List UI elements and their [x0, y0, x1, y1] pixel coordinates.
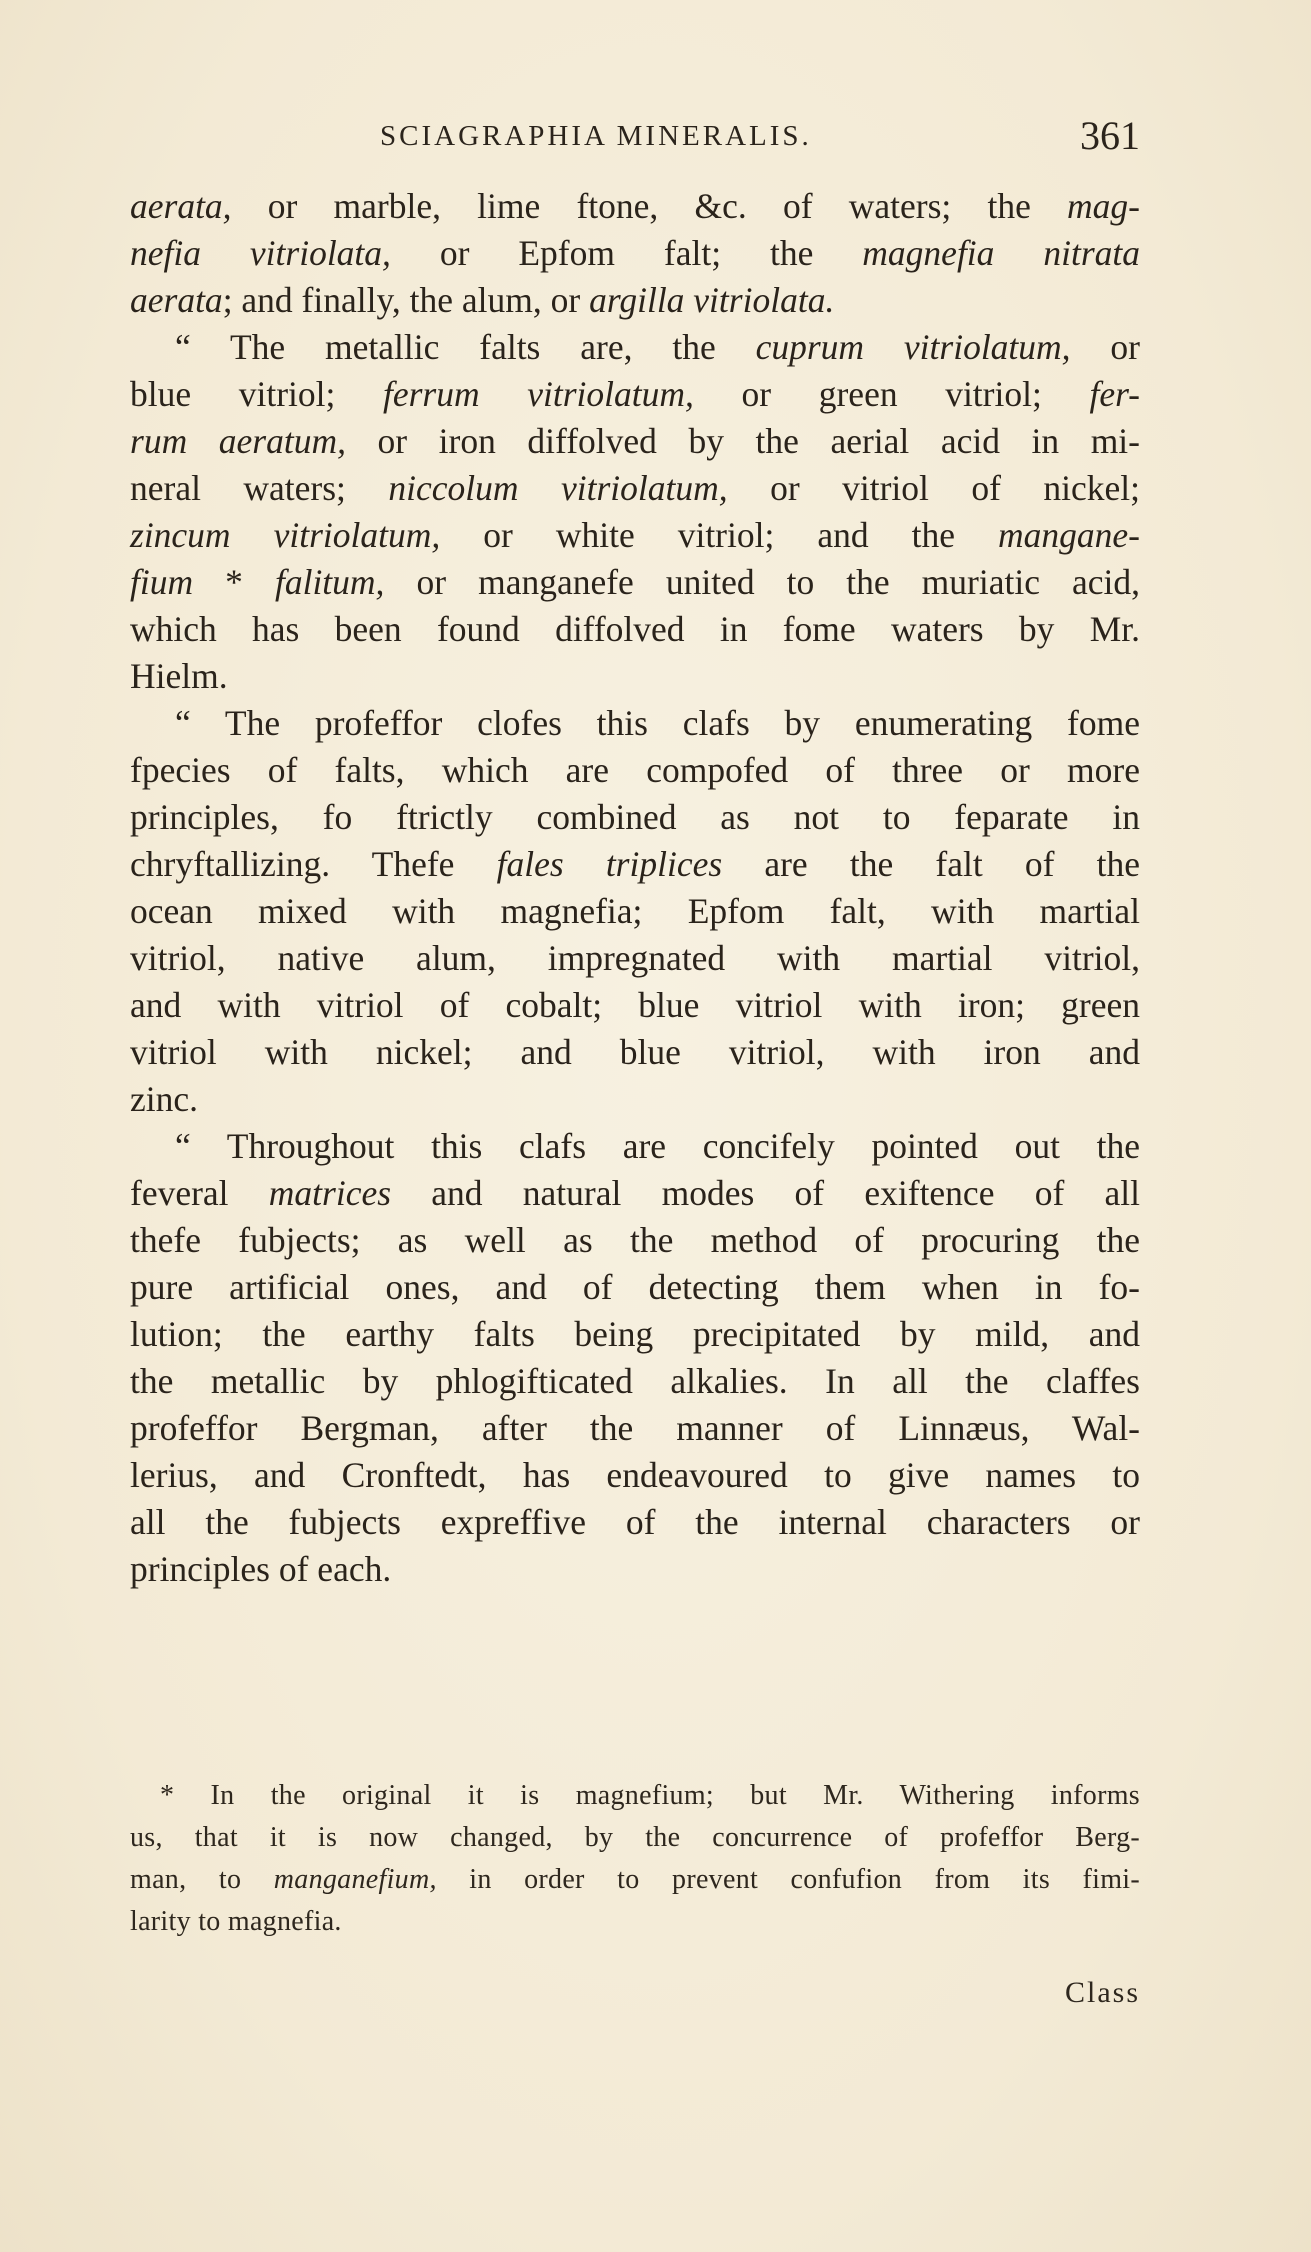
text-run: in order to prevent confufion from its fimi- [436, 1864, 1140, 1895]
text-line [130, 935, 1140, 982]
text-run: vitriol, native alum, impregnated with martial vitriol, [130, 938, 1140, 978]
paragraph-matrices [130, 1123, 1140, 1593]
italic-text-run: mag- [1067, 186, 1140, 226]
italic-text-run: cuprum vitriolatum, [755, 327, 1071, 367]
text-run: lution; the earthy falts being precipitated by mild, and [130, 1314, 1140, 1354]
italic-text-run: zincum vitriolatum, [130, 515, 441, 555]
text-run: or iron diffolved by the aerial acid in mi- [345, 421, 1140, 461]
text-line [130, 653, 1140, 700]
catchword: Class [1064, 1976, 1140, 2009]
footnote-line [130, 1901, 1140, 1943]
text-line [130, 1217, 1140, 1264]
italic-text-run: nefia vitriolata, [130, 233, 391, 273]
italic-text-run: rum aeratum, [130, 421, 346, 461]
text-line [130, 1076, 1140, 1123]
text-run: all the fubjects expreffive of the internal characters or [130, 1502, 1140, 1542]
page-header [130, 112, 1140, 162]
text-line [130, 1452, 1140, 1499]
text-run: “ The metallic falts are, the [175, 327, 756, 367]
text-run: larity to magnefia. [130, 1906, 342, 1937]
text-line [130, 418, 1140, 465]
italic-text-run: ferrum vitriolatum, [383, 374, 694, 414]
text-run: or Epfom falt; the [390, 233, 863, 273]
text-line [130, 1029, 1140, 1076]
paragraph-earthy-salts [130, 183, 1140, 324]
text-run: pure artificial ones, and of detecting them when in fo- [130, 1267, 1140, 1307]
paragraph-metallic-salts [130, 324, 1140, 700]
text-line [130, 1170, 1140, 1217]
text-run: profeffor Bergman, after the manner of Linnæus, Wal- [130, 1408, 1140, 1448]
text-line [130, 1499, 1140, 1546]
text-run: chryftallizing. Thefe [130, 844, 497, 884]
italic-text-run: aerata [130, 280, 223, 320]
italic-text-run: fium [130, 562, 194, 602]
text-run: neral waters; [130, 468, 389, 508]
text-line [130, 1405, 1140, 1452]
text-run: or [1070, 327, 1141, 367]
footnote-line [130, 1775, 1140, 1817]
text-run: * In the original it is magnefium; but Mr. Withering informs [160, 1780, 1140, 1811]
running-head: SCIAGRAPHIA MINERALIS. [380, 120, 812, 152]
text-run: principles of each. [130, 1549, 392, 1589]
footnote-line [130, 1817, 1140, 1859]
text-run: * [193, 562, 275, 602]
italic-text-run: argilla vitriolata. [589, 280, 835, 320]
text-run: or white vitriol; and the [440, 515, 999, 555]
text-line [130, 183, 1140, 230]
text-line [130, 888, 1140, 935]
text-line [130, 747, 1140, 794]
text-run: and natural modes of exiftence of all [391, 1173, 1140, 1213]
text-line [130, 1123, 1140, 1170]
italic-text-run: mangane- [998, 515, 1140, 555]
italic-text-run: manganefium, [273, 1864, 437, 1895]
italic-text-run: magnefia nitrata [862, 233, 1140, 273]
text-line [130, 700, 1140, 747]
text-line [130, 1358, 1140, 1405]
text-run: man, to [130, 1864, 274, 1895]
italic-text-run: fer- [1089, 374, 1140, 414]
text-run: fpecies of falts, which are compofed of three or more [130, 750, 1140, 790]
text-line [130, 371, 1140, 418]
text-run: the metallic by phlogifticated alkalies. In all the claffes [130, 1361, 1140, 1401]
text-line [130, 230, 1140, 277]
text-run: thefe fubjects; as well as the method of procuring the [130, 1220, 1140, 1260]
text-run: lerius, and Cronftedt, has endeavoured to give names to [130, 1455, 1140, 1495]
text-run: feveral [130, 1173, 269, 1213]
text-run: ; and finally, the alum, or [222, 280, 590, 320]
text-run: or manganefe united to the muriatic acid, [384, 562, 1141, 602]
text-run: or green vitriol; [693, 374, 1090, 414]
text-line [130, 1311, 1140, 1358]
text-run: zinc. [130, 1079, 199, 1119]
text-line [130, 841, 1140, 888]
text-run: and with vitriol of cobalt; blue vitriol with iron; green [130, 985, 1140, 1025]
text-line [130, 512, 1140, 559]
text-line [130, 982, 1140, 1029]
text-line [130, 1264, 1140, 1311]
text-run: us, that it is now changed, by the concurrence of profeffor Berg- [130, 1822, 1140, 1853]
text-run: or vitriol of nickel; [727, 468, 1140, 508]
italic-text-run: falitum, [274, 562, 385, 602]
text-run: Hielm. [130, 656, 228, 696]
text-run: principles, fo ftrictly combined as not to feparate in [130, 797, 1140, 837]
text-line [130, 324, 1140, 371]
text-line [130, 559, 1140, 606]
text-run: are the falt of the [722, 844, 1141, 884]
text-run: or marble, lime ftone, &c. of waters; the [231, 186, 1068, 226]
page-number: 361 [1080, 113, 1140, 158]
text-run: ocean mixed with magnefia; Epfom falt, with martial [130, 891, 1140, 931]
footnote-line [130, 1859, 1140, 1901]
text-line [130, 465, 1140, 512]
text-line [130, 277, 1140, 324]
text-run: “ The profeffor clofes this clafs by enumerating fome [175, 703, 1140, 743]
text-line [130, 606, 1140, 653]
body-text [130, 183, 1140, 1593]
italic-text-run: matrices [268, 1173, 392, 1213]
text-line [130, 1546, 1140, 1593]
footnote [130, 1775, 1140, 1943]
text-line [130, 794, 1140, 841]
text-run: blue vitriol; [130, 374, 383, 414]
italic-text-run: aerata, [130, 186, 232, 226]
text-run: which has been found diffolved in fome waters by Mr. [130, 609, 1140, 649]
italic-text-run: niccolum vitriolatum, [388, 468, 728, 508]
text-run: vitriol with nickel; and blue vitriol, with iron and [130, 1032, 1140, 1072]
paragraph-triple-salts [130, 700, 1140, 1123]
text-run: “ Throughout this clafs are concifely pointed out the [175, 1126, 1140, 1166]
italic-text-run: fales triplices [496, 844, 723, 884]
